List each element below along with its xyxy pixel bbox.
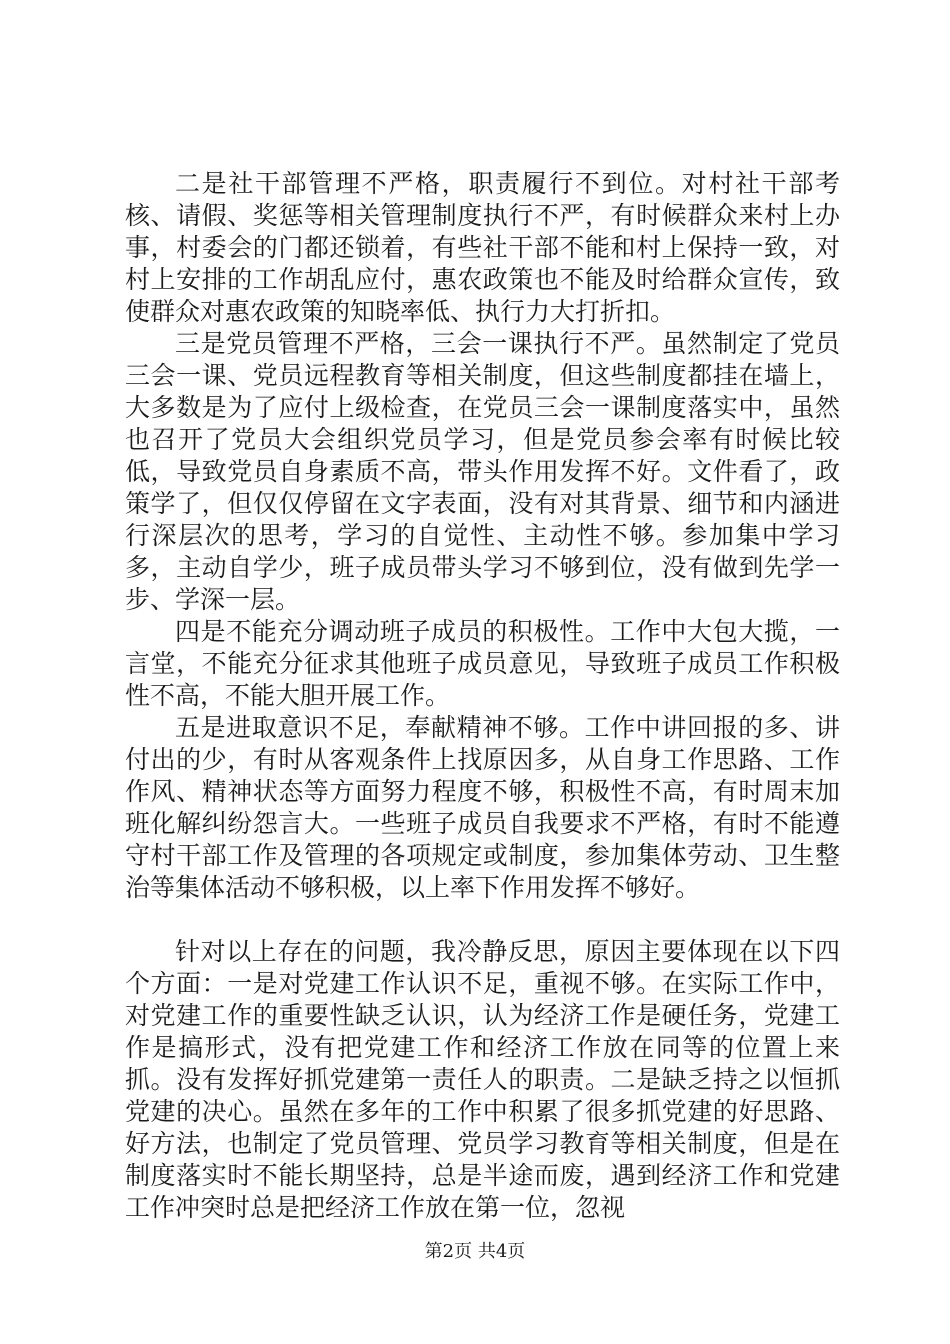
paragraph-cadre-management: 二是社干部管理不严格，职责履行不到位。对村社干部考核、请假、奖惩等相关管理制度执行不严，有时候群众来村上办事，村委会的门都还锁着，有些社干部不能和村上保持一致，对村上安排的工作胡乱应付，惠农政策也不能及时给群众宣传，致使群众对惠农政策的知晓率低、执行力大打折扣。 xyxy=(125,169,840,326)
paragraph-root-cause-analysis: 针对以上存在的问题，我冷静反思，原因主要体现在以下四个方面：一是对党建工作认识不足，重视不够。在实际工作中，对党建工作的重要性缺乏认识，认为经济工作是硬任务，党建工作是搞形式，没有把党建工作和经济工作放在同等的位置上来抓。没有发挥好抓党建第一责任人的职责。二是缺乏持之以恒抓党建的决心。虽然在多年的工作中积累了很多抓党建的好思路、好方法，也制定了党员管理、党员学习教育等相关制度，但是在制度落实时不能长期坚持，总是半途而废，遇到经济工作和党建工作冲突时总是把经济工作放在第一位，忽视 xyxy=(125,937,840,1222)
paragraph-team-motivation: 四是不能充分调动班子成员的积极性。工作中大包大揽，一言堂，不能充分征求其他班子成员意见，导致班子成员工作积极性不高，不能大胆开展工作。 xyxy=(125,617,840,710)
document-body xyxy=(125,168,840,1224)
paragraph-enterprising-spirit: 五是进取意识不足，奉献精神不够。工作中讲回报的多、讲付出的少，有时从客观条件上找原因多，从自身工作思路、工作作风、精神状态等方面努力程度不够，积极性不高，有时周末加班化解纠纷怨言大。一些班子成员自我要求不严格，有时不能遵守村干部工作及管理的各项规定或制度，参加集体劳动、卫生整治等集体活动不够积极，以上率下作用发挥不够好。 xyxy=(125,713,840,902)
page-number-footer: 第2页 共4页 xyxy=(424,1241,526,1262)
paragraph-spacer xyxy=(125,904,840,936)
paragraph-party-member-management: 三是党员管理不严格，三会一课执行不严。虽然制定了党员三会一课、党员远程教育等相关制度，但这些制度都挂在墙上，大多数是为了应付上级检查，在党员三会一课制度落实中，虽然也召开了党员大会组织党员学习，但是党员参会率有时候比较低，导致党员自身素质不高，带头作用发挥不好。文件看了，政策学了，但仅仅停留在文字表面，没有对其背景、细节和内涵进行深层次的思考，学习的自觉性、主动性不够。参加集中学习多，主动自学少，班子成员带头学习不够到位，没有做到先学一步、学深一层。 xyxy=(125,329,840,614)
